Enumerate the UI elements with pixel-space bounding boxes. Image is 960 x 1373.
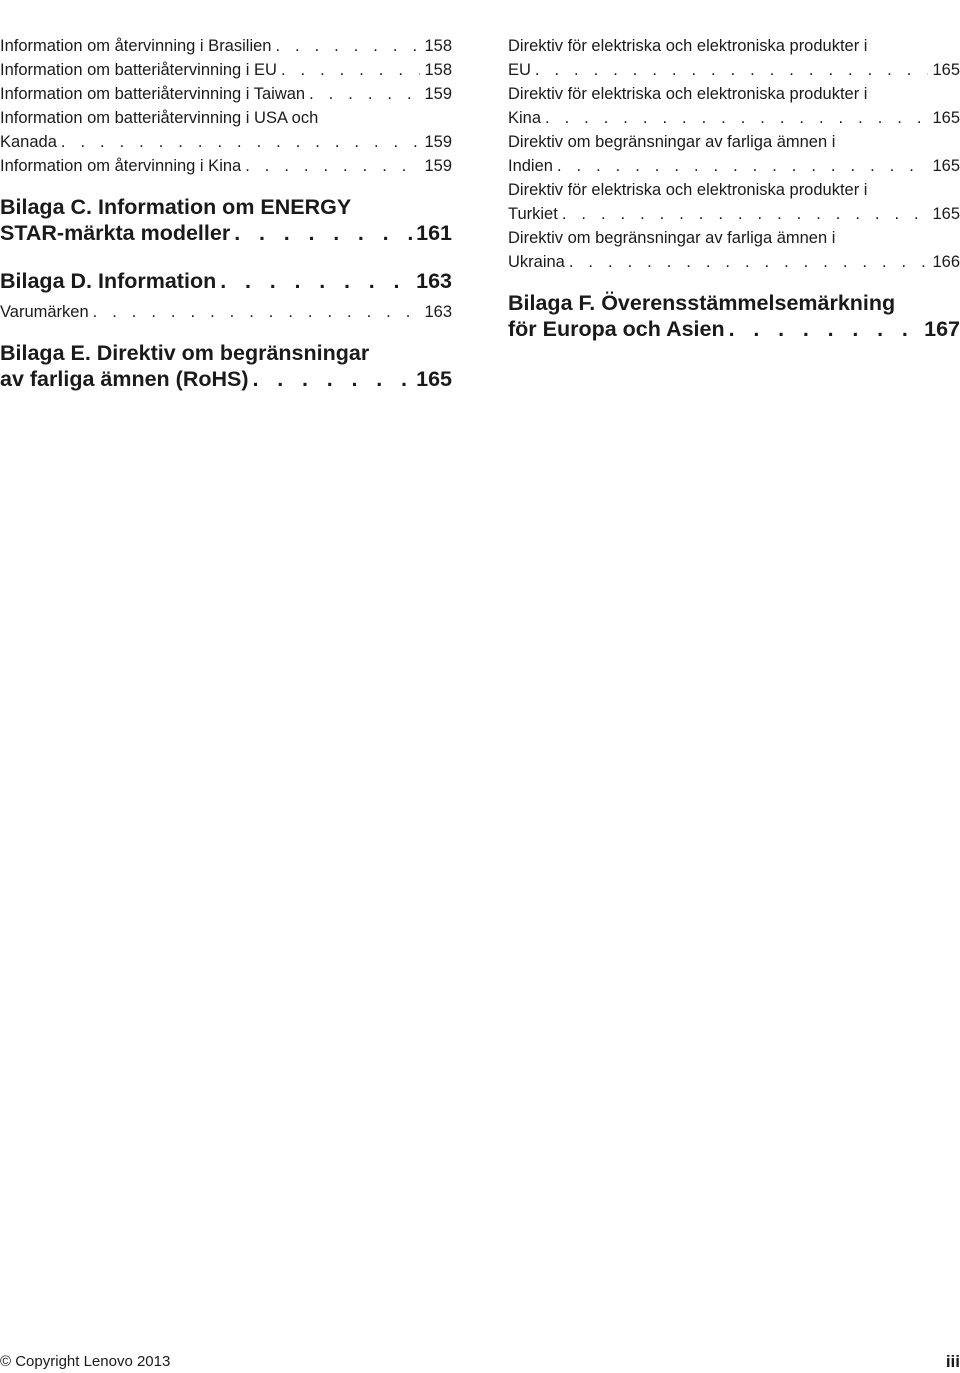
toc-entry-page-number: 161 xyxy=(416,221,452,245)
toc-chapter-entry[interactable] xyxy=(508,290,960,342)
toc-entry-page-number: 167 xyxy=(924,317,960,341)
toc-entry-title: EU xyxy=(508,61,531,79)
toc-entry-title-line: Bilaga E. Direktiv om begränsningar xyxy=(0,341,370,365)
dot-leader xyxy=(275,34,420,58)
toc-section-entry[interactable] xyxy=(0,34,452,58)
dot-leader xyxy=(93,300,421,324)
dot-leader xyxy=(253,366,413,392)
toc-entry-page-number: 158 xyxy=(424,37,452,55)
toc-entry-title: av farliga ämnen (RoHS) xyxy=(0,367,249,391)
toc-entry-title: Bilaga D. Information xyxy=(0,269,217,293)
toc-section-entry[interactable] xyxy=(0,300,452,324)
toc-chapter-entry[interactable] xyxy=(0,268,452,294)
toc-entry-title-line: Information om batteriåtervinning i USA och xyxy=(0,109,319,127)
dot-leader xyxy=(281,58,421,82)
toc-entry-page-number: 165 xyxy=(932,61,960,79)
toc-section-entry[interactable] xyxy=(0,82,452,106)
toc-entry-title-line: Direktiv för elektriska och elektroniska produkter i xyxy=(508,85,868,103)
toc-entry-page-number: 165 xyxy=(416,367,452,391)
toc-section-entry[interactable] xyxy=(0,106,452,154)
toc-entry-title: för Europa och Asien xyxy=(508,317,725,341)
toc-entry-title-line: Direktiv om begränsningar av farliga ämnen i xyxy=(508,133,836,151)
dot-leader xyxy=(562,202,929,226)
toc-section-entry[interactable] xyxy=(0,154,452,178)
toc-entry-title: Kina xyxy=(508,109,542,127)
toc-entry-title: Kanada xyxy=(0,133,57,151)
toc-entry-title-line: Direktiv för elektriska och elektroniska produkter i xyxy=(508,181,868,199)
toc-entry-page-number: 166 xyxy=(932,253,960,271)
toc-section-entry[interactable] xyxy=(508,34,960,82)
dot-leader xyxy=(245,154,420,178)
toc-entry-title: Turkiet xyxy=(508,205,558,223)
toc-entry-page-number: 165 xyxy=(932,157,960,175)
toc-entry-title: Information om återvinning i Brasilien xyxy=(0,37,272,55)
toc-entry-page-number: 165 xyxy=(932,109,960,127)
toc-entry-title: Varumärken xyxy=(0,303,89,321)
toc-entry-title-line: Bilaga C. Information om ENERGY xyxy=(0,195,352,219)
toc-entry-title-line: Direktiv om begränsningar av farliga ämnen i xyxy=(508,229,836,247)
toc-entry-title: STAR-märkta modeller xyxy=(0,221,231,245)
toc-right-column xyxy=(508,34,960,348)
dot-leader xyxy=(220,268,412,294)
toc-entry-title: Information om återvinning i Kina xyxy=(0,157,242,175)
toc-section-entry[interactable] xyxy=(508,130,960,178)
toc-section-entry[interactable] xyxy=(0,58,452,82)
toc-left-column xyxy=(0,34,452,398)
dot-leader xyxy=(545,106,928,130)
dot-leader xyxy=(61,130,421,154)
toc-entry-page-number: 163 xyxy=(424,303,452,321)
toc-entry-title-line: Direktiv för elektriska och elektroniska produkter i xyxy=(508,37,868,55)
toc-entry-title: Information om batteriåtervinning i EU xyxy=(0,61,277,79)
dot-leader xyxy=(557,154,929,178)
toc-entry-page-number: 158 xyxy=(424,61,452,79)
dot-leader xyxy=(729,316,921,342)
dot-leader xyxy=(234,220,412,246)
copyright-notice: © Copyright Lenovo 2013 xyxy=(0,1353,171,1370)
toc-entry-title: Information om batteriåtervinning i Taiwan xyxy=(0,85,306,103)
toc-entry-title: Indien xyxy=(508,157,553,175)
toc-entry-title-line: Bilaga F. Överensstämmelsemärkning xyxy=(508,291,896,315)
page-number: iii xyxy=(945,1352,960,1371)
toc-section-entry[interactable] xyxy=(508,226,960,274)
toc-entry-page-number: 159 xyxy=(424,133,452,151)
toc-entry-page-number: 159 xyxy=(424,157,452,175)
toc-entry-page-number: 163 xyxy=(416,269,452,293)
toc-section-entry[interactable] xyxy=(508,82,960,130)
toc-chapter-entry[interactable] xyxy=(0,194,452,246)
dot-leader xyxy=(535,58,929,82)
toc-section-entry[interactable] xyxy=(508,178,960,226)
dot-leader xyxy=(569,250,929,274)
toc-entry-page-number: 159 xyxy=(424,85,452,103)
dot-leader xyxy=(309,82,420,106)
toc-chapter-entry[interactable] xyxy=(0,340,452,392)
toc-entry-page-number: 165 xyxy=(932,205,960,223)
toc-entry-title: Ukraina xyxy=(508,253,565,271)
